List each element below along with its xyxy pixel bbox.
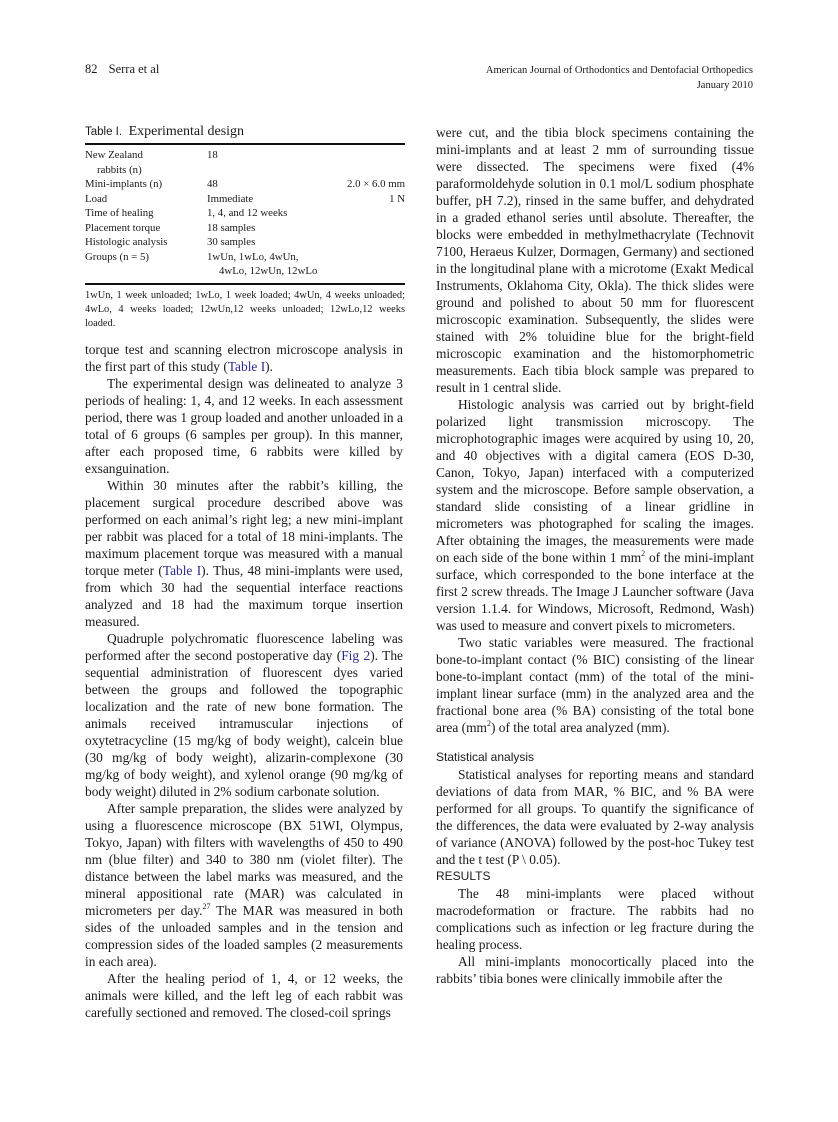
text-run: After the healing period of 1, 4, or 12 weeks, the animals were killed, and the left leg of each rabbit was carefully sectioned and removed. The closed-coil springs (85, 971, 403, 1020)
right-column (436, 124, 754, 987)
journal-name: American Journal of Orthodontics and Dentofacial Orthopedics (485, 65, 753, 76)
paragraph (85, 970, 403, 1021)
table-cell: 4wLo, 12wUn, 12wLo (219, 265, 318, 277)
text-run: ). (265, 359, 273, 374)
superscript: 2 (486, 719, 491, 728)
table-cell: rabbits (n) (97, 163, 142, 176)
table-cell: Histologic analysis (85, 236, 168, 248)
table-cell: 1 N (389, 192, 405, 205)
text-run: torque test and scanning electron microscope analysis in the first part of this study ( (85, 342, 403, 374)
table-cell: Immediate (207, 192, 254, 205)
paragraph (436, 766, 754, 868)
table-cell: Groups (n = 5) (85, 250, 149, 263)
cross-reference-link[interactable]: Table I (227, 359, 266, 374)
table-row (85, 235, 405, 250)
paragraph (85, 341, 403, 375)
paragraph (85, 800, 403, 970)
superscript: 27 (202, 902, 211, 911)
table-label: Table I. (85, 126, 123, 138)
cross-reference-link[interactable]: Table I (162, 563, 202, 578)
text-run: ). The sequential administration of fluorescent dyes varied between the groups and followed the topographic localization and the rate of new bone formation. The animals received intramuscular injections of oxytetracycline (15 mg/kg of body weight), calcein blue (30 mg/kg of body weight), alizarin-complexone (30 mg/kg of body weight), and xylenol orange (90 mg/kg of body weight) diluted in 2% sodium carbonate solution. (85, 648, 403, 799)
cross-reference-link[interactable]: Fig 2 (341, 648, 371, 663)
table-cell: 2.0 × 6.0 mm (347, 178, 405, 190)
table-cell: 30 samples (207, 236, 256, 248)
text-run: Two static variables were measured. The fractional bone-to-implant contact (% BIC) consisting of the linear bone-to-implant contact (mm) of the total of the mini-implant linear surface (mm) in the analyzed area and the fractional bone area (% BA) consisting of the total bone area (mm (436, 635, 754, 735)
table-cell (337, 148, 405, 163)
running-header-left (85, 62, 159, 77)
text-run: The MAR was measured in both sides of the unloaded samples and in the tension and compression sides of the loaded samples (2 measurements in each area). (85, 903, 403, 969)
issue-date: January 2010 (696, 80, 753, 91)
text-run: were cut, and the tibia block specimens containing the mini-implants and at least 2 mm of surrounding tissue were dissected. The specimens were fixed (4% paraformoldehyde solution in 0.1 mol/L sodium phosphate buffer, pH 7.2), rinsed in the same buffer, and dehydrated in a graded ethanol series until absolute. Thereafter, the blocks were embedded in methylmethacrylate (Technovit 7100, Heraeus Kulzer, Dormagen, Germany) and sectioned in the longitudinal plane with a microtome (Exakt Medical Instruments, Oklahoma City, Okla). The thick slides were ground and polished to about 50 mm for fluorescent microscopic examination. Subsequently, the slides were stained with 2% toluidine blue for the bright-field microscopic examination and the histomorphometric measurements. Each tibia block sample was prepared to result in 1 central slide. (436, 125, 754, 395)
text-run: All mini-implants monocortically placed into the rabbits’ tibia bones were clinically immobile after the (436, 954, 754, 986)
paragraph (436, 634, 754, 736)
text-run: Statistical analyses for reporting means and standard deviations of data from MAR, % BIC, and % BA were performed for all groups. To quantify the significance of the differences, the data were evaluated by 2-way analysis of variance (ANOVA) followed by the post-hoc Tukey test and the t test (P \ 0.05). (436, 767, 754, 867)
paragraph (85, 477, 403, 630)
text-run: The 48 mini-implants were placed without macrodeformation or fracture. The rabbits had no complications such as infection or leg fracture during the healing process. (436, 886, 754, 952)
table-cell (337, 163, 405, 178)
table-cell (337, 221, 405, 236)
table-footnote: 1wUn, 1 week unloaded; 1wLo, 1 week loaded; 4wUn, 4 weeks unloaded; 4wLo, 4 weeks loaded; 12wUn,12 weeks unloaded; 12wLo,12 weeks loaded. (85, 289, 405, 329)
table-row (85, 163, 405, 178)
authors: Serra et al (108, 62, 160, 76)
table-cell: 48 (207, 178, 218, 190)
text-run: of the mini-implant surface, which corresponded to the bone interface at the first 2 screw threads. The Image J Launcher software (Java version 1.1.4. for Windows, Microsoft, Redmond, Wash) was used to measure and convert pixels to micrometers. (436, 550, 755, 633)
text-run: Within 30 minutes after the rabbit’s killing, the placement surgical procedure described above was performed on each animal’s right leg; a new mini-implant per rabbit was placed for a total of 18 mini-implants. The maximum placement torque was measured with a manual torque meter ( (85, 478, 403, 578)
section-heading: RESULTS (436, 869, 491, 883)
table-cell: New Zealand (85, 149, 143, 161)
paragraph (436, 124, 754, 396)
table-cell (337, 264, 405, 279)
table-cell: Mini-implants (n) (85, 178, 163, 190)
table-row (85, 192, 405, 207)
table-cell (207, 163, 337, 178)
superscript: 2 (641, 549, 646, 558)
table-cell (337, 206, 405, 221)
experimental-design-table (85, 124, 405, 331)
text-run: Quadruple polychromatic fluorescence labeling was performed after the second postoperative day ( (85, 631, 403, 663)
text-run: After sample preparation, the slides were analyzed by using a fluorescence microscope (BX 51WI, Olympus, Tokyo, Japan) with filters with wavelengths of 450 to 490 nm (blue filter) and 340 to 380 nm (violet filter). The distance between the label marks was measured, and the mineral appositional rate (MAR) was calculated in micrometers per day. (85, 801, 403, 918)
text-run: The experimental design was delineated to analyze 3 periods of healing: 1, 4, and 12 weeks. In each assessment period, there was 1 group loaded and another unloaded in a total of 6 groups (6 samples per group). In this manner, after each proposed time, 6 rabbits were killed by exsanguination. (85, 376, 403, 476)
table-cell: Load (85, 192, 108, 205)
left-column (85, 341, 403, 1021)
section-heading: Statistical analysis (436, 750, 535, 764)
table-cell: 18 samples (207, 221, 256, 234)
paragraph (436, 953, 754, 987)
text-run: Histologic analysis was carried out by bright-field polarized light transmission microscopy. The microphotographic images were acquired by using 10, 20, and 40 objectives with a digital camera (EOS D-30, Canon, Tokyo, Japan) interfaced with a computerized system and the microscope. Before sample observation, a standard slide consisting of a linear gridline in micrometers was photographed for scaling the images. After obtaining the images, the measurements were made on each side of the bone within 1 mm (436, 397, 754, 565)
paragraph (85, 375, 403, 477)
table-cell: Placement torque (85, 221, 161, 234)
text-run: ). Thus, 48 mini-implants were used, from which 30 had the sequential interface reactions analyzed and 18 had the maximum torque insertion measured. (85, 563, 403, 629)
table-row (85, 177, 405, 192)
table-cell: 1, 4, and 12 weeks (207, 207, 288, 219)
table-cell (85, 264, 207, 279)
paragraph (436, 885, 754, 953)
paragraph (436, 396, 754, 634)
table-row (85, 221, 405, 236)
running-header-right (486, 63, 753, 93)
table-cell (337, 235, 405, 250)
table-row (85, 264, 405, 279)
table-cell (337, 250, 405, 265)
paragraph (85, 630, 403, 800)
table-row (85, 250, 405, 265)
table-title (85, 124, 405, 140)
table-body (85, 148, 405, 279)
table-row (85, 148, 405, 163)
text-run: ) of the total area analyzed (mm). (490, 720, 670, 735)
table-caption: Experimental design (128, 124, 245, 139)
table-top-rule (85, 143, 405, 145)
table-row (85, 206, 405, 221)
table-cell: 18 (207, 149, 218, 161)
page-number: 82 (85, 62, 98, 76)
table-cell: Time of healing (85, 207, 154, 219)
table-cell: 1wUn, 1wLo, 4wUn, (207, 250, 299, 263)
